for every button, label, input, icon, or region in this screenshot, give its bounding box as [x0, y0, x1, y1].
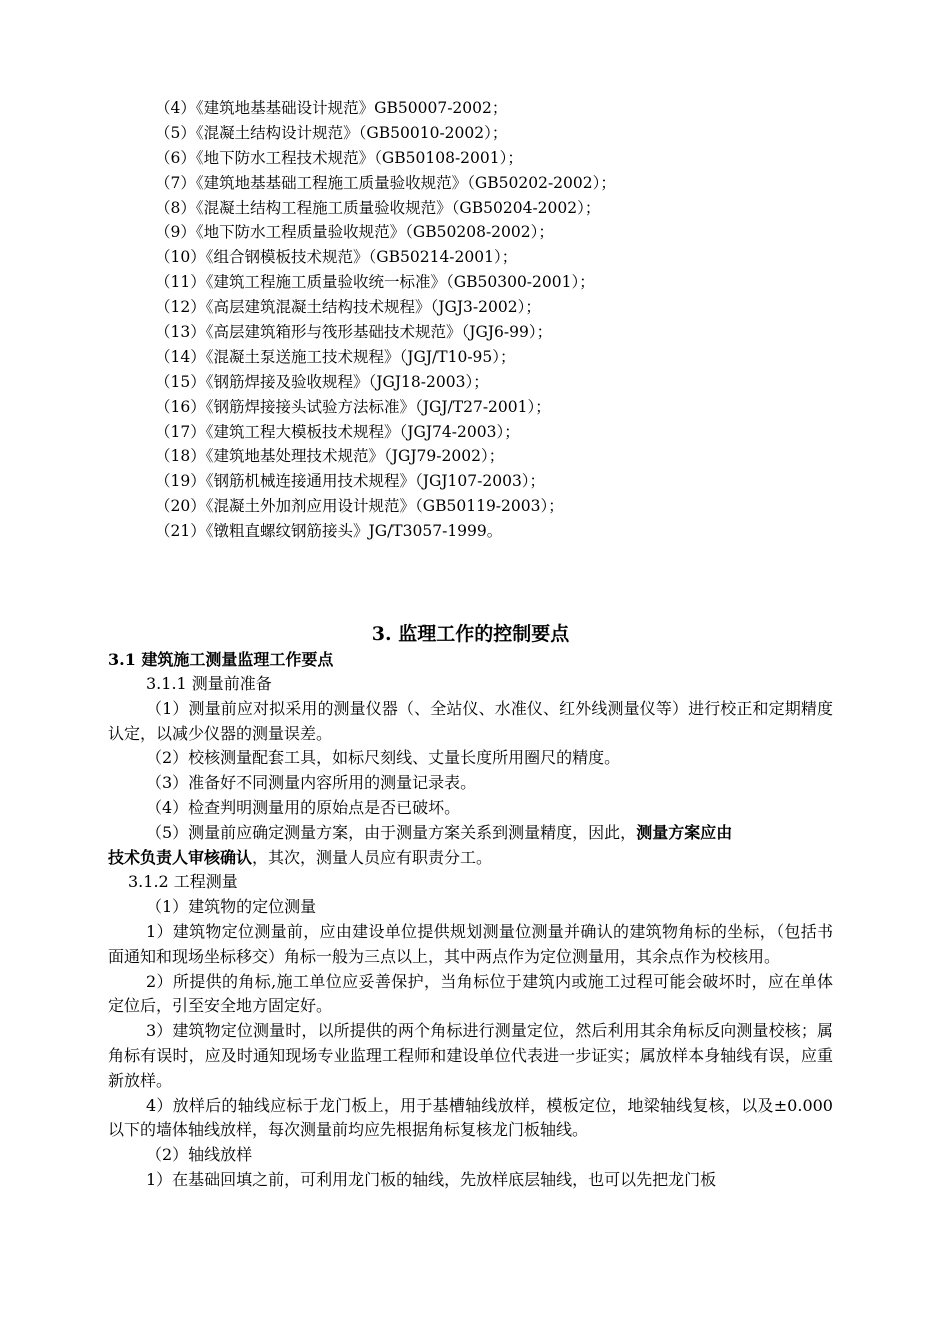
paragraph: 3）建筑物定位测量时，以所提供的两个角标进行测量定位，然后利用其余角标反向测量校核；属角标有误时，应及时通知现场专业监理工程师和建设单位代表进一步证实；属放样本身轴线有误，应重新放样。	[108, 1021, 833, 1090]
bold-text: 技术负责人审核确认	[108, 847, 253, 867]
reference-item: （5）《混凝土结构设计规范》（GB50010-2002）；	[155, 123, 508, 142]
paragraph: （2）校核测量配套工具，如标尺刻线、丈量长度所用圈尺的精度。	[146, 748, 621, 768]
paragraph: 4）放样后的轴线应标于龙门板上，用于基槽轴线放样，模板定位，地梁轴线复核，以及±0.000 以下的墙体轴线放样，每次测量前均应先根据角标复核龙门板轴线。	[108, 1095, 833, 1140]
reference-item: （11）《建筑工程施工质量验收统一标准》（GB50300-2001）；	[155, 273, 595, 292]
paragraph	[108, 821, 833, 846]
reference-item: （17）《建筑工程大模板技术规程》（JGJ74-2003）；	[155, 422, 520, 441]
bold-text: 测量方案应由	[636, 822, 733, 842]
paragraph: （3）准备好不同测量内容所用的测量记录表。	[146, 773, 477, 793]
paragraph-text: （5）测量前应确定测量方案，由于测量方案关系到测量精度，因此，	[146, 822, 637, 842]
paragraph: （1）测量前应对拟采用的测量仪器（、全站仪、水准仪、红外线测量仪等）进行校正和定期精度认定，以减少仪器的测量误差。	[108, 698, 833, 743]
paragraph-text: ，其次，测量人员应有职责分工。	[252, 847, 493, 867]
document-body	[108, 620, 833, 1193]
reference-list	[155, 96, 616, 544]
reference-item: （12）《高层建筑混凝土结构技术规程》（JGJ3-2002）；	[155, 298, 541, 317]
paragraph: 1）在基础回填之前，可利用龙门板的轴线，先放样底层轴线，也可以先把龙门板	[146, 1169, 717, 1189]
paragraph: 2）所提供的角标,施工单位应妥善保护，当角标位于建筑内或施工过程可能会破坏时，应在单体定位后，引至安全地方固定好。	[108, 971, 833, 1016]
chapter-title: 3. 监理工作的控制要点	[371, 623, 570, 645]
reference-item: （18）《建筑地基处理技术规范》（JGJ79-2002）；	[155, 447, 505, 466]
paragraph	[108, 846, 833, 871]
reference-item: （6）《地下防水工程技术规范》（GB50108-2001）；	[155, 148, 523, 167]
reference-item: （4）《建筑地基基础设计规范》GB50007-2002；	[155, 99, 508, 117]
reference-item: （16）《钢筋焊接接头试验方法标准》（JGJ/T27-2001）；	[155, 397, 551, 416]
reference-item: （10）《组合钢模板技术规范》（GB50214-2001）；	[155, 248, 518, 267]
reference-item: （13）《高层建筑箱形与筏形基础技术规范》（JGJ6-99）；	[155, 323, 553, 342]
paragraph: 1）建筑物定位测量前，应由建设单位提供规划测量位测量并确认的建筑物角标的坐标，（包括书面通知和现场坐标移交）角标一般为三点以上，其中两点作为定位测量用，其余点作为校核用。	[108, 921, 833, 966]
list-heading: （1）建筑物的定位测量	[146, 897, 317, 917]
reference-item: （20）《混凝土外加剂应用设计规范》（GB50119-2003）；	[155, 497, 564, 516]
reference-item: （15）《钢筋焊接及验收规程》（JGJ18-2003）；	[155, 372, 489, 391]
reference-item: （14）《混凝土泵送施工技术规程》（JGJ/T10-95）；	[155, 347, 516, 366]
paragraph: （4）检查判明测量用的原始点是否已破坏。	[146, 797, 461, 817]
reference-item: （9）《地下防水工程质量验收规范》（GB50208-2002）；	[155, 223, 554, 242]
list-heading: （2）轴线放样	[146, 1145, 253, 1165]
reference-item: （19）《钢筋机械连接通用技术规程》（JGJ107-2003）；	[155, 472, 546, 491]
subsection-title: 3.1.1 测量前准备	[146, 674, 272, 693]
section-title: 3.1 建筑施工测量监理工作要点	[108, 650, 334, 669]
reference-item: （8）《混凝土结构工程施工质量验收规范》（GB50204-2002）；	[155, 198, 601, 217]
subsection-title: 3.1.2 工程测量	[128, 872, 238, 892]
reference-item: （7）《建筑地基基础工程施工质量验收规范》（GB50202-2002）；	[155, 173, 616, 192]
reference-item: （21）《镦粗直螺纹钢筋接头》JG/T3057-1999。	[155, 522, 503, 541]
